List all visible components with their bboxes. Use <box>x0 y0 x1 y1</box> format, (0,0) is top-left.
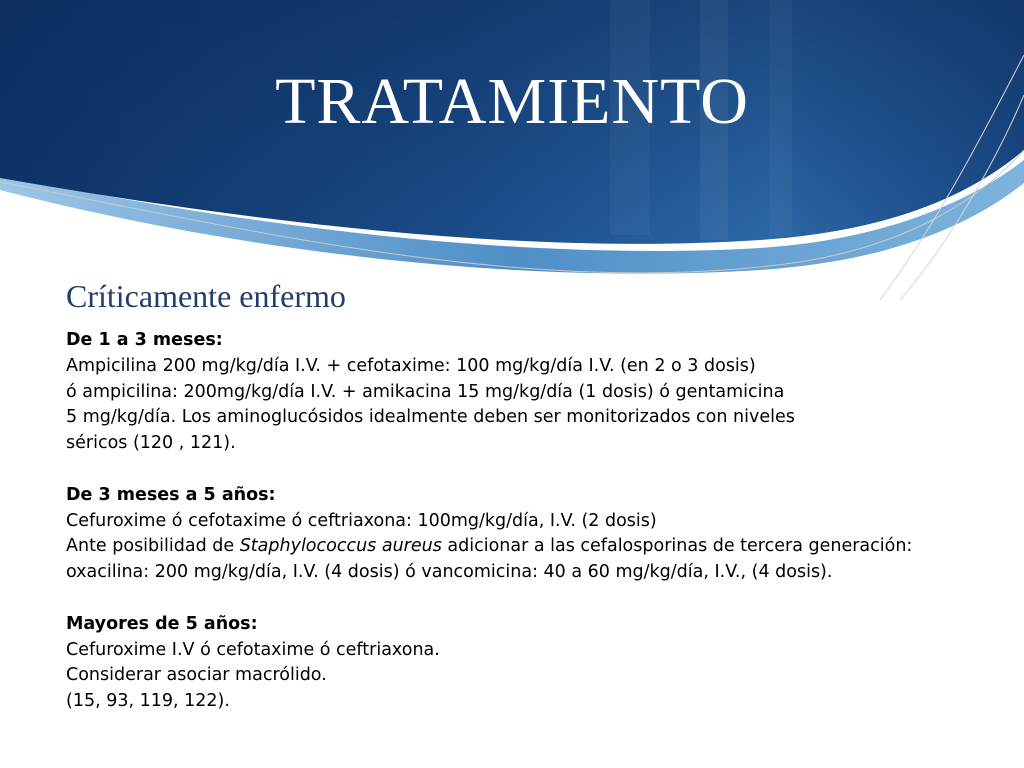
text-line: (15, 93, 119, 122). <box>66 691 230 712</box>
section-over-5-years <box>66 612 1006 715</box>
section-3-months-to-5-years <box>66 483 1006 586</box>
slide-subtitle: Críticamente enfermo <box>66 278 346 314</box>
italic-species-name: Staphylococcus aureus <box>239 536 442 557</box>
text-line: Considerar asociar macrólido. <box>66 665 327 686</box>
section-heading: Mayores de 5 años: <box>66 613 258 634</box>
text-line: ó ampicilina: 200mg/kg/día I.V. + amikacina 15 mg/kg/día (1 dosis) ó gentamicina <box>66 381 785 402</box>
text-line: séricos (120 , 121). <box>66 433 236 454</box>
content-body <box>66 328 1006 715</box>
text-line: Cefuroxime I.V ó cefotaxime ó ceftriaxona. <box>66 639 440 660</box>
text-line-mixed <box>66 534 1006 560</box>
text-line: Cefuroxime ó cefotaxime ó ceftriaxona: 100mg/kg/día, I.V. (2 dosis) <box>66 510 657 531</box>
text-line: oxacilina: 200 mg/kg/día, I.V. (4 dosis) ó vancomicina: 40 a 60 mg/kg/día, I.V., (4 dosis). <box>66 562 833 583</box>
section-heading: De 1 a 3 meses: <box>66 330 223 350</box>
header-background <box>0 0 1024 300</box>
text-segment: adicionar a las cefalosporinas de tercera generación: <box>441 536 913 557</box>
text-line: Ampicilina 200 mg/kg/día I.V. + cefotaxime: 100 mg/kg/día I.V. (en 2 o 3 dosis) <box>66 355 756 376</box>
text-segment: Ante posibilidad de <box>66 536 240 557</box>
section-heading: De 3 meses a 5 años: <box>66 484 276 505</box>
slide-title: TRATAMIENTO <box>275 65 749 138</box>
section-1-to-3-months <box>66 328 1006 457</box>
text-line: 5 mg/kg/día. Los aminoglucósidos idealmente deben ser monitorizados con niveles <box>66 407 795 428</box>
